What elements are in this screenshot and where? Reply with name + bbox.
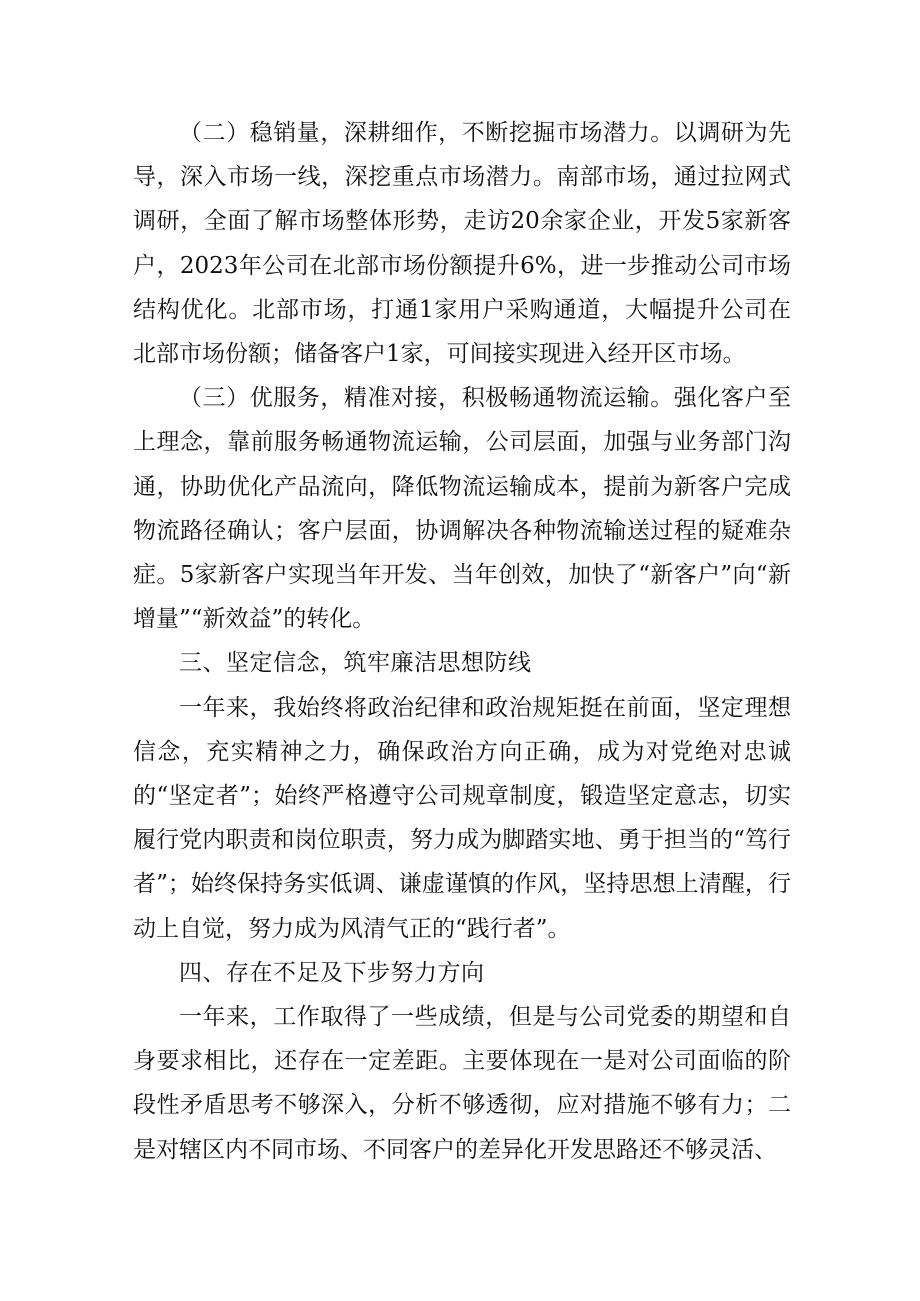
section-heading-shortcomings: 四、存在不足及下步努力方向 [179,959,485,986]
document-body [133,111,791,1172]
section-heading-integrity: 三、坚定信念，筑牢廉洁思想防线 [179,650,532,677]
paragraph-logistics-service: （三）优服务，精准对接，积极畅通物流运输。强化客户至上理念，靠前服务畅通物流运输，公司层面，加强与业务部门沟通，协助优化产品流向，降低物流运输成本，提前为新客户完成物流路径确认；客户层面，协调解决各种物流输送过程的疑难杂症。5家新客户实现当年开发、当年创效，加快了“新客户”向“新增量”“新效益”的转化。 [133,385,791,633]
paragraph-sales-volume: （二）稳销量，深耕细作，不断挖掘市场潜力。以调研为先导，深入市场一线，深挖重点市场潜力。南部市场，通过拉网式调研，全面了解市场整体形势，走访20余家企业，开发5家新客户，2023年公司在北部市场份额提升6%，进一步推动公司市场结构优化。北部市场，打通1家用户采购通道，大幅提升公司在北部市场份额；储备客户1家，可间接实现进入经开区市场。 [133,120,791,368]
paragraph-shortcomings: 一年来，工作取得了一些成绩，但是与公司党委的期望和自身要求相比，还存在一定差距。主要体现在一是对公司面临的阶段性矛盾思考不够深入，分析不够透彻，应对措施不够有力；二是对辖区内不同市场、不同客户的差异化开发思路还不够灵活、 [133,1004,791,1163]
paragraph-political-discipline: 一年来，我始终将政治纪律和政治规矩挺在前面，坚定理想信念，充实精神之力，确保政治方向正确，成为对党绝对忠诚的“坚定者”；始终严格遵守公司规章制度，锻造坚定意志，切实履行党内职责和岗位职责，努力成为脚踏实地、勇于担当的“笃行者”；始终保持务实低调、谦虚谨慎的作风，坚持思想上清醒，行动上自觉，努力成为风清气正的“践行者”。 [133,694,791,942]
